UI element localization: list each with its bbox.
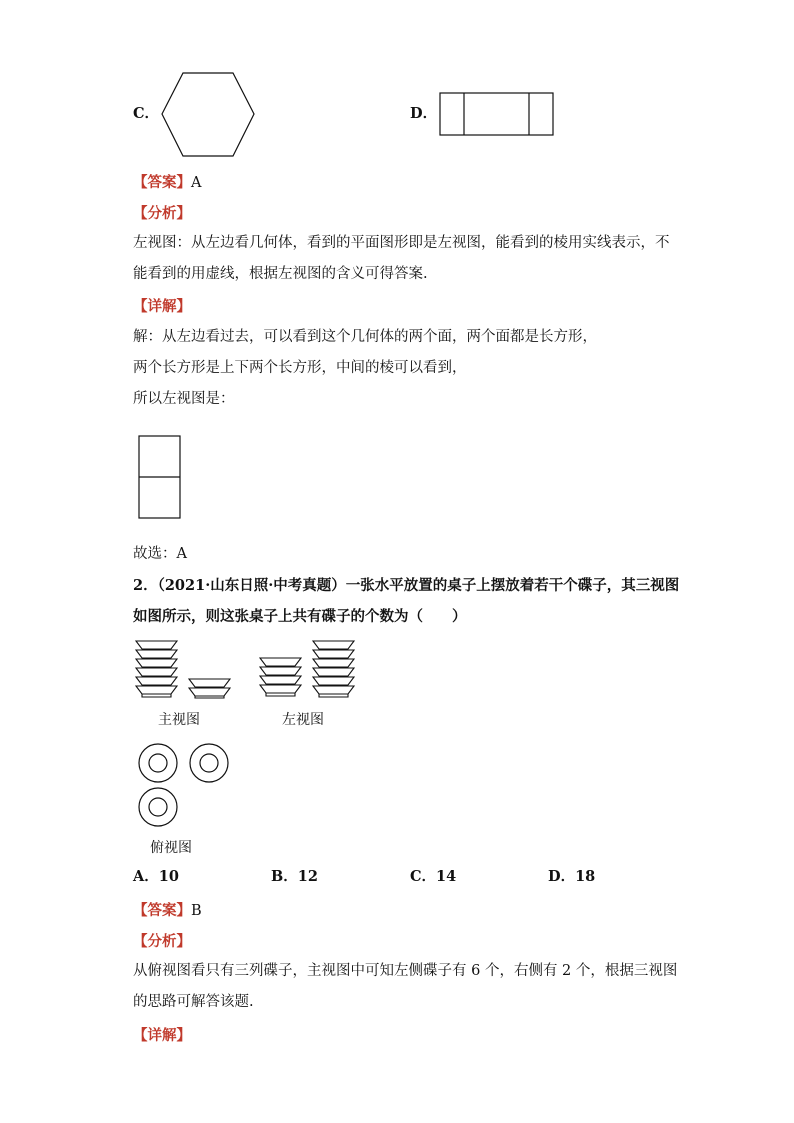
- q2-option-d: D．18: [548, 868, 596, 885]
- option-d-label: D．: [410, 105, 438, 122]
- q1-detail-line3: 所以左视图是：: [133, 391, 235, 407]
- q1-detail-line2: 两个长方形是上下两个长方形，中间的棱可以看到，: [133, 360, 467, 376]
- q1-detail-tag: 【详解】: [133, 298, 191, 315]
- q2-analysis-line1: 从俯视图看只有三列碟子，主视图中可知左侧碟子有 6 个，右侧有 2 个，根据三视图: [133, 963, 678, 979]
- front-view-caption: 主视图: [158, 712, 200, 728]
- q1-analysis-tag: 【分析】: [133, 205, 191, 222]
- answer-tag: 【答案】: [133, 174, 191, 191]
- q2-analysis-tag: 【分析】: [133, 933, 191, 950]
- q2-stem-line1: 2．（2021·山东日照·中考真题）一张水平放置的桌子上摆放着若干个碟子，其三视图: [133, 577, 680, 594]
- answer-tag: 【答案】: [133, 902, 191, 919]
- answer-value: A: [191, 175, 202, 191]
- left-view-caption: 左视图: [282, 712, 324, 728]
- q2-detail-tag: 【详解】: [133, 1027, 191, 1044]
- q2-analysis-line2: 的思路可解答该题.: [133, 994, 254, 1010]
- q1-analysis-line2: 能看到的用虚线，根据左视图的含义可得答案.: [133, 266, 428, 282]
- top-view-caption: 俯视图: [150, 840, 192, 856]
- q2-option-a: A．10: [133, 868, 179, 885]
- q2-answer-row: [133, 899, 202, 920]
- answer-value: B: [191, 903, 202, 919]
- q1-conclusion: 故选：A: [133, 546, 187, 562]
- q2-option-b: B．12: [271, 868, 318, 885]
- q2-option-c: C．14: [410, 868, 457, 885]
- q2-stem-line2: 如图所示，则这张桌子上共有碟子的个数为（ ）: [133, 608, 467, 625]
- q1-analysis-line1: 左视图：从左边看几何体，看到的平面图形即是左视图，能看到的棱用实线表示，不: [133, 235, 670, 251]
- q1-detail-line1: 解：从左边看过去，可以看到这个几何体的两个面，两个面都是长方形，: [133, 329, 597, 345]
- option-c-label: C．: [133, 105, 160, 122]
